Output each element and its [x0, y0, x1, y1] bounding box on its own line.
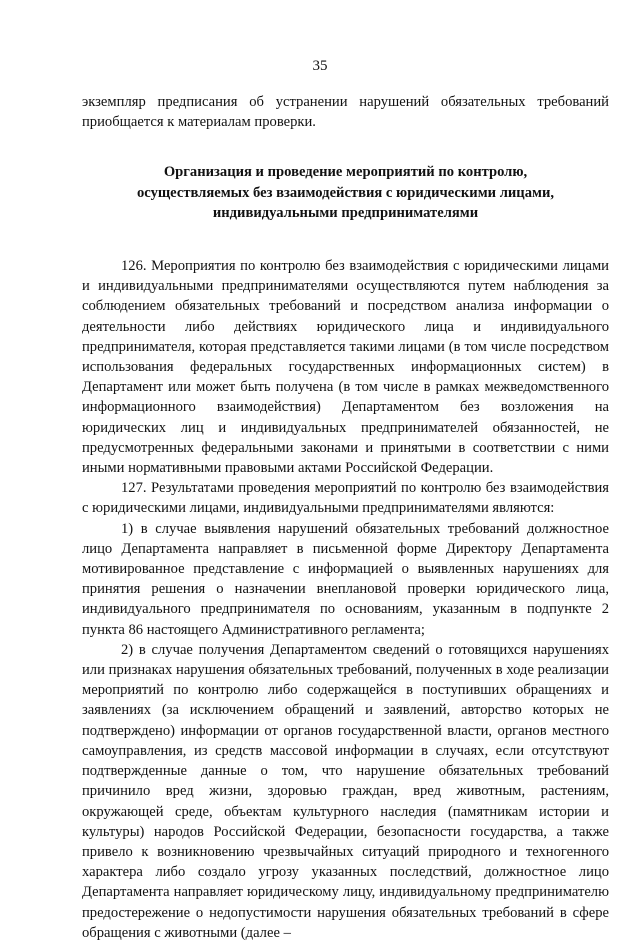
section-heading-line: индивидуальными предпринимателями — [212, 204, 479, 221]
section-heading-line: осуществляемых без взаимодействия с юридическими лицами, — [136, 184, 555, 201]
paragraph-127: 127. Результатами проведения мероприятий по контролю без взаимодействия с юридическими лицами, индивидуальными предпринимателями являются: — [82, 480, 609, 517]
subparagraph-1: 1) в случае выявления нарушений обязательных требований должностное лицо Департамента направляет в письменной форме Директору Департамента мотивированное представление с информацией о выявленных нарушениях для принятия решения о назначении внеплановой проверки юридического лица, индивидуального предпринимателя по основаниям, указанным в подпункте 2 пункта 86 настоящего Административного регламента; — [82, 520, 609, 638]
intro-paragraph: экземпляр предписания об устранении нарушений обязательных требований приобщается к материалам проверки. — [82, 94, 609, 131]
section-heading-line: Организация и проведение мероприятий по контролю, — [163, 164, 528, 181]
page-number: 35 — [312, 58, 328, 74]
document-body — [82, 92, 609, 943]
subparagraph-2: 2) в случае получения Департаментом сведений о готовящихся нарушениях или признаках нарушения обязательных требований, полученных в ходе реализации мероприятий по контролю либо содержащейся в поступивших обращениях и заявлениях (за исключением обращений и заявлений, авторство которых не подтверждено) информации от органов государственной власти, органов местного самоуправления, из средств массовой информации в случаях, если отсутствуют подтвержденные данные о том, что нарушение обязательных требований причинило вред жизни, здоровью граждан, вред животным, растениям, окружающей среде, объектам культурного наследия (памятникам истории и культуры) народов Российской Федерации, безопасности государства, а также привело к возникновению чрезвычайных ситуаций природного и техногенного характера либо создало угрозу указанных последствий, должностное лицо Департамента направляет юридическому лицу, индивидуальному предпринимателю предостережение о недопустимости нарушения обязательных требований в сфере обращения с животными (далее – — [82, 641, 609, 941]
section-heading — [82, 162, 609, 223]
paragraph-126: 126. Мероприятия по контролю без взаимодействия с юридическими лицами и индивидуальными предпринимателями осуществляются путем наблюдения за соблюдением обязательных требований и посредством анализа информации о деятельности либо действиях юридического лица и индивидуального предпринимателя, которая представляется такими лицами (в том числе посредством использования федеральных государственных информационных систем) в Департамент или может быть получена (в том числе в рамках межведомственного информационного взаимодействия) Департаментом без возложения на юридических лиц и индивидуальных предпринимателей обязанностей, не предусмотренных федеральными законами и принятыми в соответствии с ними иными нормативными правовыми актами Российской Федерации. — [82, 258, 609, 477]
